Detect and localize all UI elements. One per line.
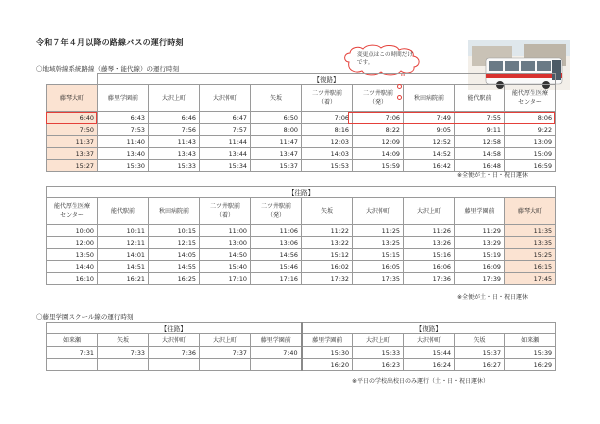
time-cell: 15:12	[302, 249, 353, 261]
time-cell: 15:40	[200, 261, 251, 273]
time-cell: 8:06	[505, 112, 556, 124]
time-cell: 14:58	[455, 148, 505, 160]
table-row	[47, 249, 556, 261]
time-cell: 14:01	[98, 249, 149, 261]
column-header: 矢坂	[251, 85, 302, 112]
time-cell: 12:09	[353, 136, 404, 148]
section-heading-school-line: 〇藤里学園スクール線の運行時刻	[36, 313, 134, 321]
time-cell: 16:02	[302, 261, 353, 273]
time-cell: 16:29	[505, 359, 556, 371]
time-cell: 16:06	[404, 261, 455, 273]
time-cell: 12:52	[404, 136, 455, 148]
time-cell: 17:36	[404, 273, 455, 285]
time-cell: 15:16	[404, 249, 455, 261]
time-cell: 16:24	[404, 359, 455, 371]
time-cell: 14:51	[98, 261, 149, 273]
time-cell	[149, 359, 200, 371]
time-cell: 15:25	[505, 249, 556, 261]
outbound-timetable	[46, 186, 556, 285]
time-cell: 16:05	[353, 261, 404, 273]
time-cell: 15:37	[455, 347, 505, 359]
time-cell: 7:31	[47, 347, 98, 359]
time-cell: 7:53	[98, 124, 149, 136]
column-header: 二ツ井駅前 （発）	[353, 85, 404, 112]
time-cell: 7:56	[149, 124, 200, 136]
time-cell: 14:50	[200, 249, 251, 261]
column-header: 大沢上町	[353, 334, 404, 347]
time-cell: 16:23	[353, 359, 404, 371]
time-cell: 16:27	[455, 359, 505, 371]
time-cell: 15:46	[251, 261, 302, 273]
column-header: 二ツ井駅前 （着）	[200, 198, 251, 225]
time-cell: 7:49	[404, 112, 455, 124]
column-header: 能代駅前	[455, 85, 505, 112]
time-cell	[98, 359, 149, 371]
column-header: 藤里学園前	[302, 334, 353, 347]
time-cell: 12:00	[47, 237, 98, 249]
table-row	[47, 136, 556, 148]
time-cell: 15:15	[353, 249, 404, 261]
time-cell: 13:29	[455, 237, 505, 249]
time-cell: 10:15	[149, 225, 200, 237]
time-cell: 16:20	[302, 359, 353, 371]
time-cell: 10:00	[47, 225, 98, 237]
time-cell: 11:22	[302, 225, 353, 237]
column-header: 矢坂	[98, 334, 149, 347]
time-cell: 17:16	[251, 273, 302, 285]
time-cell: 12:03	[302, 136, 353, 148]
school-note: ※平日の学校出校日のみ運行（土・日・祝日運休）	[352, 378, 490, 385]
column-header: 藤里学園前	[455, 198, 505, 225]
outbound-note: ※全便が土・日・祝日運休	[457, 294, 529, 301]
time-cell: 15:59	[353, 160, 404, 172]
column-header: 二ツ井駅前 （発）	[251, 198, 302, 225]
time-cell: 11:44	[200, 136, 251, 148]
time-cell: 7:06	[353, 112, 404, 124]
time-cell: 15:30	[302, 347, 353, 359]
time-cell: 15:09	[505, 148, 556, 160]
return-note: ※全便が土・日・祝日運休	[457, 172, 529, 179]
table-row	[47, 148, 556, 160]
time-cell: 16:48	[455, 160, 505, 172]
column-header: 大沢仲町	[353, 198, 404, 225]
time-cell: 9:05	[404, 124, 455, 136]
time-cell: 13:43	[149, 148, 200, 160]
column-header: 矢坂	[455, 334, 505, 347]
table-row	[47, 112, 556, 124]
time-cell: 15:33	[353, 347, 404, 359]
time-cell: 14:52	[404, 148, 455, 160]
time-cell: 7:40	[251, 347, 302, 359]
time-cell: 15:27	[47, 160, 98, 172]
column-header: 矢坂	[302, 198, 353, 225]
column-header: 大沢上町	[404, 198, 455, 225]
callout-text: 変更点はこの時間だけ です。	[357, 52, 413, 67]
time-cell: 12:58	[455, 136, 505, 148]
time-cell: 13:50	[47, 249, 98, 261]
time-cell: 7:37	[200, 347, 251, 359]
time-cell: 16:10	[47, 273, 98, 285]
school-timetable	[46, 322, 556, 371]
time-cell: 12:11	[98, 237, 149, 249]
time-cell: 17:10	[200, 273, 251, 285]
outbound-direction-label: 【往路】	[47, 187, 556, 198]
time-cell: 6:46	[149, 112, 200, 124]
page-title: 令和７年４月以降の路線バスの運行時刻	[36, 38, 184, 47]
time-cell: 13:44	[200, 148, 251, 160]
table-row	[47, 273, 556, 285]
table-row	[47, 124, 556, 136]
time-cell: 11:00	[200, 225, 251, 237]
time-cell: 6:40	[47, 112, 98, 124]
return-header-row	[47, 85, 556, 112]
return-timetable	[46, 73, 556, 172]
time-cell: 14:40	[47, 261, 98, 273]
time-cell: 8:00	[251, 124, 302, 136]
school-header-row	[47, 334, 556, 347]
time-cell: 13:22	[302, 237, 353, 249]
time-cell: 13:35	[505, 237, 556, 249]
time-cell: 16:21	[98, 273, 149, 285]
section-heading-main-line: 〇地域幹線系統路線（藤琴・能代線）の運行時刻	[36, 65, 179, 73]
time-cell: 17:35	[353, 273, 404, 285]
column-header: 大沢上町	[200, 334, 251, 347]
time-cell: 13:25	[353, 237, 404, 249]
time-cell: 12:15	[149, 237, 200, 249]
time-cell: 14:56	[251, 249, 302, 261]
time-cell: 13:26	[404, 237, 455, 249]
time-cell: 17:45	[505, 273, 556, 285]
time-cell: 15:53	[302, 160, 353, 172]
time-cell: 16:15	[505, 261, 556, 273]
column-header: 二ツ井駅前 （着）	[302, 85, 353, 112]
time-cell: 7:33	[98, 347, 149, 359]
time-cell: 11:06	[251, 225, 302, 237]
school-return-direction-label: 【復路】	[302, 323, 556, 334]
column-header: 藤里学園前	[98, 85, 149, 112]
time-cell	[200, 359, 251, 371]
time-cell: 10:11	[98, 225, 149, 237]
time-cell: 9:22	[505, 124, 556, 136]
time-cell: 6:50	[251, 112, 302, 124]
table-row	[47, 225, 556, 237]
time-cell: 14:03	[302, 148, 353, 160]
time-cell: 11:47	[251, 136, 302, 148]
time-cell: 15:30	[98, 160, 149, 172]
time-cell: 16:25	[149, 273, 200, 285]
time-cell: 15:39	[505, 347, 556, 359]
time-cell: 15:34	[200, 160, 251, 172]
column-header: 大沢上町	[149, 85, 200, 112]
time-cell: 11:35	[505, 225, 556, 237]
time-cell: 11:26	[404, 225, 455, 237]
time-cell: 14:05	[149, 249, 200, 261]
time-cell: 13:37	[47, 148, 98, 160]
time-cell: 7:55	[455, 112, 505, 124]
time-cell: 15:37	[251, 160, 302, 172]
table-row	[47, 237, 556, 249]
time-cell: 16:09	[455, 261, 505, 273]
time-cell: 13:00	[200, 237, 251, 249]
time-cell: 15:33	[149, 160, 200, 172]
return-direction-label: 【復路】	[98, 74, 556, 85]
column-header: 能代厚生医療 センター	[505, 85, 556, 112]
column-header: 秋田病院前	[149, 198, 200, 225]
table-row	[47, 347, 556, 359]
column-header: 如来瀬	[505, 334, 556, 347]
column-header: 大沢仲町	[149, 334, 200, 347]
time-cell: 15:44	[404, 347, 455, 359]
time-cell: 16:59	[505, 160, 556, 172]
time-cell: 11:40	[98, 136, 149, 148]
column-header: 大沢仲町	[200, 85, 251, 112]
column-header: 大沢仲町	[404, 334, 455, 347]
time-cell: 11:37	[47, 136, 98, 148]
column-header: 如来瀬	[47, 334, 98, 347]
time-cell: 14:55	[149, 261, 200, 273]
time-cell	[47, 359, 98, 371]
time-cell: 6:47	[200, 112, 251, 124]
time-cell: 16:42	[404, 160, 455, 172]
time-cell: 14:09	[353, 148, 404, 160]
column-header: 秋田病院前	[404, 85, 455, 112]
time-cell: 8:16	[302, 124, 353, 136]
time-cell: 7:06	[302, 112, 353, 124]
column-header: 藤里学園前	[251, 334, 302, 347]
time-cell: 9:11	[455, 124, 505, 136]
time-cell	[251, 359, 302, 371]
table-row	[47, 261, 556, 273]
column-header: 藤琴大町	[505, 198, 556, 225]
time-cell: 7:36	[149, 347, 200, 359]
time-cell: 17:39	[455, 273, 505, 285]
column-header: 能代厚生医療 センター	[47, 198, 98, 225]
time-cell: 15:19	[455, 249, 505, 261]
time-cell: 13:40	[98, 148, 149, 160]
time-cell: 7:57	[200, 124, 251, 136]
time-cell: 11:29	[455, 225, 505, 237]
outbound-header-row	[47, 198, 556, 225]
school-outbound-direction-label: 【往路】	[47, 323, 302, 334]
time-cell: 11:43	[149, 136, 200, 148]
time-cell: 8:22	[353, 124, 404, 136]
time-cell: 6:43	[98, 112, 149, 124]
table-row	[47, 359, 556, 371]
column-header: 能代駅前	[98, 198, 149, 225]
time-cell: 11:25	[353, 225, 404, 237]
time-cell: 13:47	[251, 148, 302, 160]
time-cell: 13:06	[251, 237, 302, 249]
time-cell: 13:09	[505, 136, 556, 148]
time-cell: 17:32	[302, 273, 353, 285]
column-header: 藤琴大町	[47, 85, 98, 112]
time-cell: 7:50	[47, 124, 98, 136]
